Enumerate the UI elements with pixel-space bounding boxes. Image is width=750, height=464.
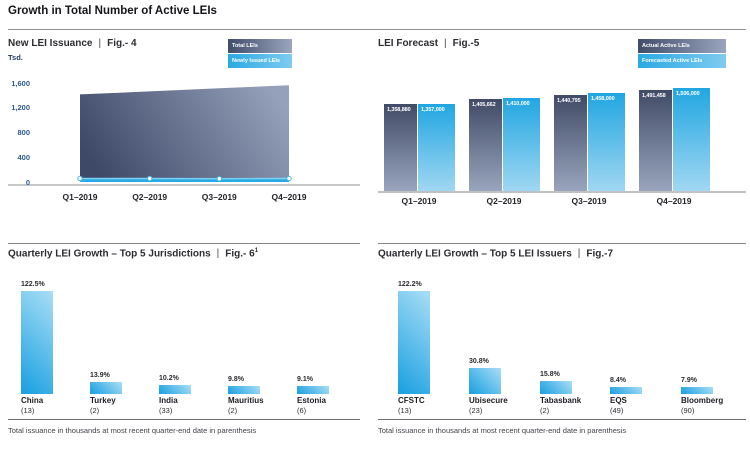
growth-bar bbox=[398, 291, 430, 394]
data-point-marker bbox=[287, 176, 291, 180]
category-label bbox=[610, 396, 627, 415]
percent-label: 15.8% bbox=[540, 370, 560, 378]
chart-header-fig6 bbox=[8, 248, 258, 259]
bar-column bbox=[21, 264, 53, 394]
total-leis-area bbox=[80, 85, 289, 182]
header-separator: | bbox=[444, 38, 447, 49]
growth-bar bbox=[228, 386, 260, 394]
header-separator: | bbox=[577, 248, 581, 260]
bar-column bbox=[681, 264, 713, 394]
header-separator: | bbox=[216, 248, 220, 260]
category-name: China bbox=[21, 396, 44, 405]
growth-bar bbox=[159, 385, 191, 394]
bar-value-label: 1,358,880 bbox=[387, 107, 411, 113]
actual-active-leis-bar bbox=[384, 104, 418, 191]
category-label bbox=[540, 396, 581, 415]
category-total: (2) bbox=[90, 406, 100, 415]
category-label bbox=[297, 396, 326, 415]
category-label bbox=[159, 396, 178, 415]
legend-fig4 bbox=[228, 39, 292, 69]
percent-label: 9.8% bbox=[228, 375, 244, 383]
data-point-marker bbox=[217, 177, 221, 181]
bar-column bbox=[610, 264, 642, 394]
growth-bar bbox=[610, 387, 642, 394]
bar-value-label: 1,491,458 bbox=[642, 92, 666, 99]
fig-label: Fig.-5 bbox=[452, 38, 480, 49]
category-label bbox=[398, 396, 425, 415]
chart-top5-jurisdictions bbox=[8, 243, 360, 454]
category-total: (6) bbox=[297, 406, 307, 415]
chart-header-fig4 bbox=[8, 38, 137, 49]
percent-label: 8.4% bbox=[610, 376, 626, 384]
category-total: (33) bbox=[159, 406, 173, 415]
bar-column bbox=[540, 264, 572, 394]
x-axis-tick: Q3–2019 bbox=[201, 192, 237, 202]
legend-fig5 bbox=[638, 39, 726, 69]
category-label bbox=[21, 396, 43, 415]
bar-value-label: 1,410,000 bbox=[506, 101, 530, 108]
data-point-marker bbox=[78, 176, 82, 180]
category-total: (2) bbox=[228, 406, 238, 415]
percent-label: 30.8% bbox=[469, 358, 489, 366]
category-label bbox=[469, 396, 508, 415]
y-axis-tick: 1,600 bbox=[11, 78, 30, 88]
footnote-divider bbox=[378, 419, 746, 420]
category-label bbox=[681, 396, 723, 415]
page-title: Growth in Total Number of Active LEIs bbox=[8, 5, 217, 17]
y-axis-tick: 0 bbox=[25, 177, 30, 187]
header-separator: | bbox=[98, 38, 102, 49]
chart-title: Quarterly LEI Growth – Top 5 Jurisdictions bbox=[8, 248, 211, 260]
bar-column bbox=[228, 264, 260, 394]
growth-bar bbox=[469, 368, 501, 394]
footnote-text: Total issuance in thousands at most recent quarter-end date in parenthesis bbox=[8, 426, 257, 435]
forecasted-active-leis-bar bbox=[502, 98, 540, 191]
x-axis-tick: Q2–2019 bbox=[132, 192, 168, 202]
forecasted-active-leis-bar bbox=[672, 88, 710, 191]
y-axis-tick: 1,200 bbox=[11, 103, 30, 113]
bar-value-label: 1,440,795 bbox=[557, 98, 581, 105]
footnote-text: Total issuance in thousands at most recent quarter-end date in parenthesis bbox=[378, 426, 627, 435]
category-name: Turkey bbox=[90, 396, 116, 405]
category-name: Tabasbank bbox=[540, 396, 582, 405]
category-total: (2) bbox=[540, 406, 550, 415]
growth-bar bbox=[681, 387, 713, 394]
category-name: India bbox=[159, 396, 178, 405]
fig-label: Fig.- 6 bbox=[225, 248, 255, 260]
x-axis-tick: Q3–2019 bbox=[571, 196, 607, 206]
legend-item-forecasted-active-leis bbox=[638, 54, 726, 68]
bar-column bbox=[90, 264, 122, 394]
x-axis-tick: Q1–2019 bbox=[401, 196, 437, 206]
legend-item-total-leis bbox=[228, 39, 292, 53]
actual-active-leis-bar bbox=[639, 90, 673, 191]
title-divider bbox=[8, 29, 746, 30]
category-total: (13) bbox=[21, 406, 35, 415]
category-total: (13) bbox=[398, 406, 412, 415]
actual-active-leis-bar bbox=[554, 95, 588, 191]
actual-active-leis-bar bbox=[469, 99, 503, 191]
percent-label: 7.9% bbox=[681, 377, 697, 385]
category-total: (23) bbox=[469, 406, 483, 415]
y-axis-tick: 400 bbox=[17, 152, 30, 162]
category-name: Bloomberg bbox=[681, 396, 724, 405]
percent-label: 13.9% bbox=[90, 372, 110, 380]
category-label bbox=[228, 396, 264, 415]
bar-value-label: 1,458,000 bbox=[591, 96, 615, 103]
fig-label: Fig.-7 bbox=[586, 248, 614, 260]
fig-footnote-marker: 1 bbox=[254, 248, 259, 254]
category-total: (90) bbox=[681, 406, 695, 415]
bar-column bbox=[297, 264, 329, 394]
chart-title: Quarterly LEI Growth – Top 5 LEI Issuers bbox=[378, 248, 572, 260]
category-name: EQS bbox=[610, 396, 627, 405]
footnote-divider bbox=[8, 419, 360, 420]
bar-column bbox=[159, 264, 191, 394]
legend-label: Newly Issued LEIs bbox=[232, 58, 280, 64]
bar-group bbox=[384, 76, 454, 191]
y-axis-tick: 800 bbox=[17, 128, 30, 137]
growth-bar bbox=[90, 382, 122, 394]
legend-label: Total LEIs bbox=[232, 43, 258, 49]
y-axis-unit-label: Tsd. bbox=[8, 53, 23, 62]
category-name: CFSTC bbox=[398, 396, 425, 405]
bar-column bbox=[469, 264, 501, 394]
percent-label: 10.2% bbox=[159, 375, 179, 383]
chart-new-lei-issuance bbox=[8, 36, 360, 216]
growth-bar bbox=[297, 386, 329, 394]
bar-value-label: 1,357,000 bbox=[421, 107, 445, 114]
bar-group bbox=[469, 76, 539, 191]
chart-title: LEI Forecast bbox=[378, 38, 439, 49]
x-axis-tick: Q2–2019 bbox=[486, 196, 522, 206]
legend-item-newly-issued-leis bbox=[228, 54, 292, 68]
growth-bar bbox=[540, 381, 572, 394]
legend-item-actual-active-leis bbox=[638, 39, 726, 53]
bar-column bbox=[398, 264, 430, 394]
bar-plot-fig5 bbox=[378, 76, 746, 193]
chart-header-fig5 bbox=[378, 38, 479, 49]
category-name: Estonia bbox=[297, 396, 326, 405]
percent-label: 122.5% bbox=[21, 281, 45, 289]
bar-value-label: 1,506,000 bbox=[676, 91, 700, 97]
chart-lei-forecast bbox=[378, 36, 746, 216]
chart-title: New LEI Issuance bbox=[8, 38, 93, 49]
forecasted-active-leis-bar bbox=[417, 104, 455, 191]
category-label bbox=[90, 396, 116, 415]
category-name: Ubisecure bbox=[469, 396, 508, 405]
category-total: (49) bbox=[610, 406, 624, 415]
bar-group bbox=[639, 76, 709, 191]
fig-label: Fig.- 4 bbox=[107, 38, 137, 49]
x-axis-tick: Q4–2019 bbox=[656, 196, 692, 206]
data-point-marker bbox=[148, 176, 152, 180]
x-axis-tick: Q4–2019 bbox=[271, 192, 307, 202]
legend-label: Forecasted Active LEIs bbox=[642, 58, 703, 64]
category-name: Mauritius bbox=[228, 396, 264, 405]
bar-value-label: 1,405,662 bbox=[472, 101, 496, 108]
x-axis-tick: Q1–2019 bbox=[62, 192, 98, 202]
chart-top5-lei-issuers bbox=[378, 243, 746, 454]
legend-label: Actual Active LEIs bbox=[642, 43, 690, 49]
x-axis-labels-fig5 bbox=[378, 196, 746, 208]
chart-header-fig7 bbox=[378, 248, 613, 259]
growth-bar bbox=[21, 291, 53, 394]
bar-plot-fig7 bbox=[378, 264, 746, 394]
percent-label: 9.1% bbox=[297, 376, 313, 384]
area-series-svg bbox=[8, 75, 360, 184]
x-axis-labels-fig4 bbox=[8, 192, 360, 204]
bar-plot-fig6 bbox=[8, 264, 360, 394]
percent-label: 122.2% bbox=[398, 281, 422, 289]
forecasted-active-leis-bar bbox=[587, 93, 625, 191]
area-plot-fig4 bbox=[8, 75, 360, 186]
bar-group bbox=[554, 76, 624, 191]
